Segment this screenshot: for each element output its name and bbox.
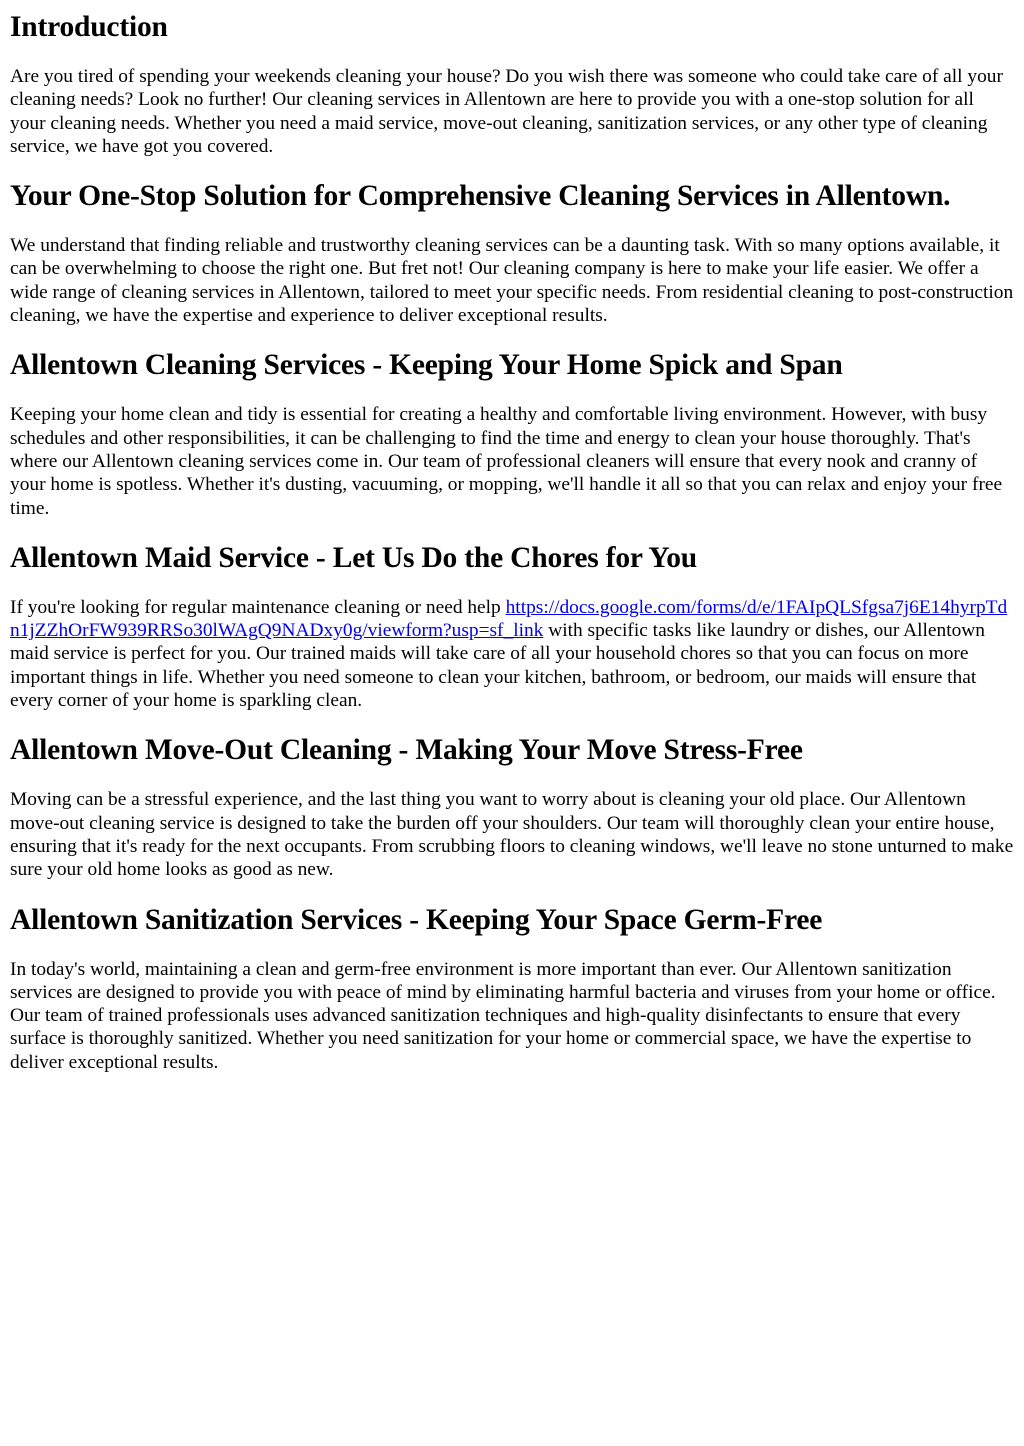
section-heading-one-stop-solution: Your One-Stop Solution for Comprehensive Cleaning Services in Allentown.	[10, 180, 951, 213]
section-paragraph-cleaning-services: Keeping your home clean and tidy is essential for creating a healthy and comfortable living environment. However, with busy schedules and other responsibilities, it can be challenging to find the time and energy to clean your house thoroughly. That's where our Allentown cleaning services come in. Our team of professional cleaners will ensure that every nook and cranny of your home is spotless. Whether it's dusting, vacuuming, or mopping, we'll handle it all so that you can relax and enjoy your free time.	[10, 404, 1003, 519]
section-heading-cleaning-services: Allentown Cleaning Services - Keeping Your Home Spick and Span	[10, 349, 843, 382]
section-heading-sanitization-services: Allentown Sanitization Services - Keeping Your Space Germ-Free	[10, 903, 823, 936]
section-heading-maid-service: Allentown Maid Service - Let Us Do the Chores for You	[10, 541, 697, 574]
section-paragraph-maid-service	[10, 596, 1014, 712]
section-heading-move-out-cleaning: Allentown Move-Out Cleaning - Making Your Move Stress-Free	[10, 734, 803, 767]
section-paragraph-introduction: Are you tired of spending your weekends cleaning your house? Do you wish there was someone who could take care of all your cleaning needs? Look no further! Our cleaning services in Allentown are here to provide you with a one-stop solution for all your cleaning needs. Whether you need a maid service, move-out cleaning, sanitization services, or any other type of cleaning service, we have got you covered.	[10, 66, 1003, 157]
section-paragraph-sanitization-services: In today's world, maintaining a clean and germ-free environment is more important than ever. Our Allentown sanitization services are designed to provide you with peace of mind by eliminating harmful bacteria and viruses from your home or office. Our team of trained professionals uses advanced sanitization techniques and high-quality disinfectants to ensure that every surface is thoroughly sanitized. Whether you need sanitization for your home or commercial space, we have the expertise to deliver exceptional results.	[10, 958, 996, 1073]
maid-paragraph-after-link: with specific tasks like laundry or dishes, our Allentown maid service is perfect for you. Our trained maids will take care of all your household chores so that you can focus on more important things in life. Whether you need someone to clean your kitchen, bathroom, or bedroom, our maids will ensure that every corner of your home is sparkling clean.	[10, 620, 985, 712]
section-paragraph-one-stop-solution: We understand that finding reliable and trustworthy cleaning services can be a daunting task. With so many options available, it can be overwhelming to choose the right one. But fret not! Our cleaning company is here to make your life easier. We offer a wide range of cleaning services in Allentown, tailored to meet your specific needs. From residential cleaning to post-construction cleaning, we have the expertise and experience to deliver exceptional results.	[10, 235, 1014, 327]
section-heading-introduction: Introduction	[10, 11, 168, 43]
section-paragraph-move-out-cleaning: Moving can be a stressful experience, and the last thing you want to worry about is cleaning your old place. Our Allentown move-out cleaning service is designed to take the burden off your shoulders. Our team will thoroughly clean your entire house, ensuring that it's ready for the next occupants. From scrubbing floors to cleaning windows, we'll leave no stone unturned to make sure your old home looks as good as new.	[10, 789, 1014, 881]
google-form-link[interactable]: https://docs.google.com/forms/d/e/1FAIpQLSfgsa7j6E14hyrpTdn1jZZhOrFW939RRSo30lWAgQ9NADxy0g/viewform?usp=sf_link	[10, 596, 1008, 642]
maid-paragraph-before-link: If you're looking for regular maintenance cleaning or need help	[10, 596, 506, 618]
